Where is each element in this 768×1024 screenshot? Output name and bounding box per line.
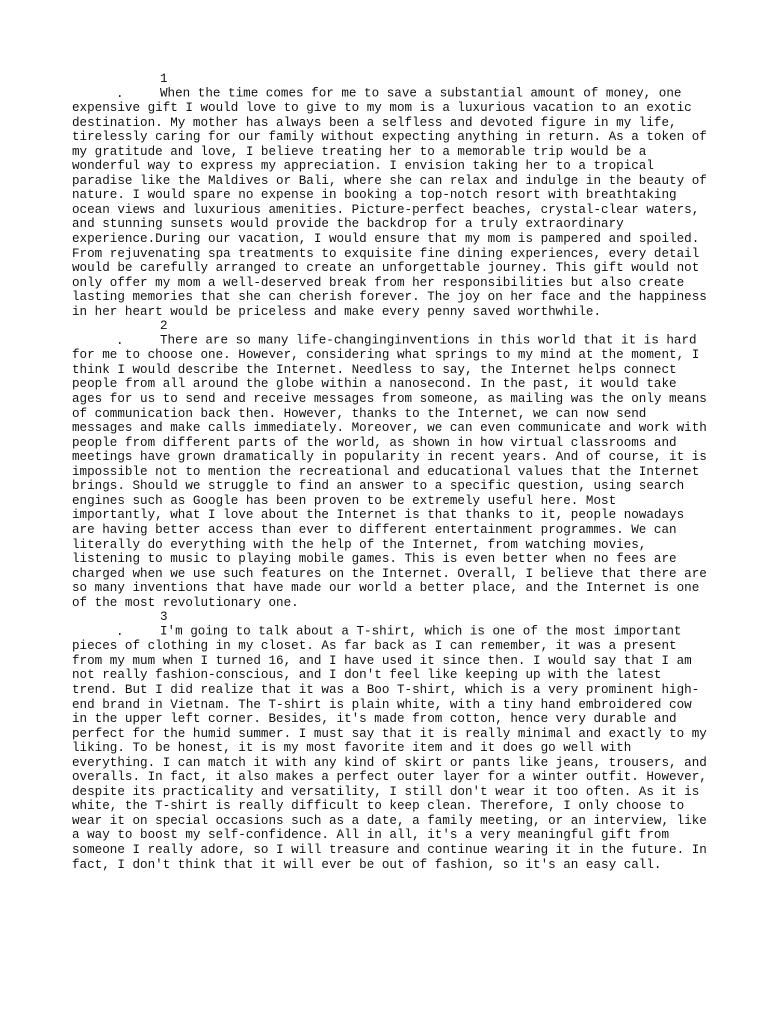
paragraph-1	[72, 72, 712, 319]
paragraph-number: 1.	[116, 72, 168, 101]
paragraph-number: 3.	[116, 610, 168, 639]
paragraph-2	[72, 319, 712, 610]
paragraph-3	[72, 610, 712, 872]
paragraph-number: 2.	[116, 319, 168, 348]
paragraph-text: When the time comes for me to save a substantial amount of money, one expensive gift I would love to give to my mom is a luxurious vacation to an exotic destination. My mother has always been a selfless and devoted figure in my life, tirelessly caring for our family without expecting anything in return. As a token of my gratitude and love, I believe treating her to a memorable trip would be a wonderful way to express my appreciation. I envision taking her to a tropical paradise like the Maldives or Bali, where she can relax and indulge in the beauty of nature. I would spare no expense in booking a top-notch resort with breathtaking ocean views and luxurious amenities. Picture-perfect beaches, crystal-clear waters, and stunning sunsets would provide the backdrop for a truly extraordinary experience.During our vacation, I would ensure that my mom is pampered and spoiled. From rejuvenating spa treatments to exquisite fine dining experiences, every detail would be carefully arranged to create an unforgettable journey. This gift would not only offer my mom a well-deserved break from her responsibilities but also create lasting memories that she can cherish forever. The joy on her face and the happiness in her heart would be priceless and make every penny saved worthwhile.	[72, 86, 707, 319]
paragraph-text: There are so many life-changinginventions in this world that it is hard for me to choose one. However, considering what springs to my mind at the moment, I think I would describe the Internet. Needless to say, the Internet helps connect people from all around the globe within a nanosecond. In the past, it would take ages for us to send and receive messages from someone, as mailing was the only means of communication back then. However, thanks to the Internet, we can now send messages and make calls immediately. Moreover, we can even communicate and work with people from different parts of the world, as shown in how virtual classrooms and meetings have grown dramatically in popularity in recent years. And of course, it is impossible not to mention the recreational and educational values that the Internet brings. Should we struggle to find an answer to a specific question, using search engines such as Google has been proven to be extremely useful here. Most importantly, what I love about the Internet is that thanks to it, people nowadays are having better access than ever to different entertainment programmes. We can literally do everything with the help of the Internet, from watching movies, listening to music to playing mobile games. This is even better when no fees are charged when we use such features on the Internet. Overall, I believe that there are so many inventions that have made our world a better place, and the Internet is one of the most revolutionary one.	[72, 333, 707, 610]
paragraph-text: I'm going to talk about a T-shirt, which is one of the most important pieces of clothing in my closet. As far back as I can remember, it was a present from my mum when I turned 16, and I have used it since then. I would say that I am not really fashion-conscious, and I don't feel like keeping up with the latest trend. But I did realize that it was a Boo T-shirt, which is a very prominent high-end brand in Vietnam. The T-shirt is plain white, with a tiny hand embroidered cow in the upper left corner. Besides, it's made from cotton, hence very durable and perfect for the humid summer. I must say that it is really minimal and exactly to my liking. To be honest, it is my most favorite item and it does go well with everything. I can match it with any kind of skirt or pants like jeans, trousers, and overalls. In fact, it also makes a perfect outer layer for a winter outfit. However, despite its practicality and versatility, I still don't wear it too often. As it is white, the T-shirt is really difficult to keep clean. Therefore, I only choose to wear it on special occasions such as a date, a family meeting, or an interview, like a way to boost my self-confidence. All in all, it's a very meaningful gift from someone I really adore, so I will treasure and continue wearing it in the future. In fact, I don't think that it will ever be out of fashion, so it's an easy call.	[72, 624, 707, 872]
document-page	[72, 72, 712, 872]
